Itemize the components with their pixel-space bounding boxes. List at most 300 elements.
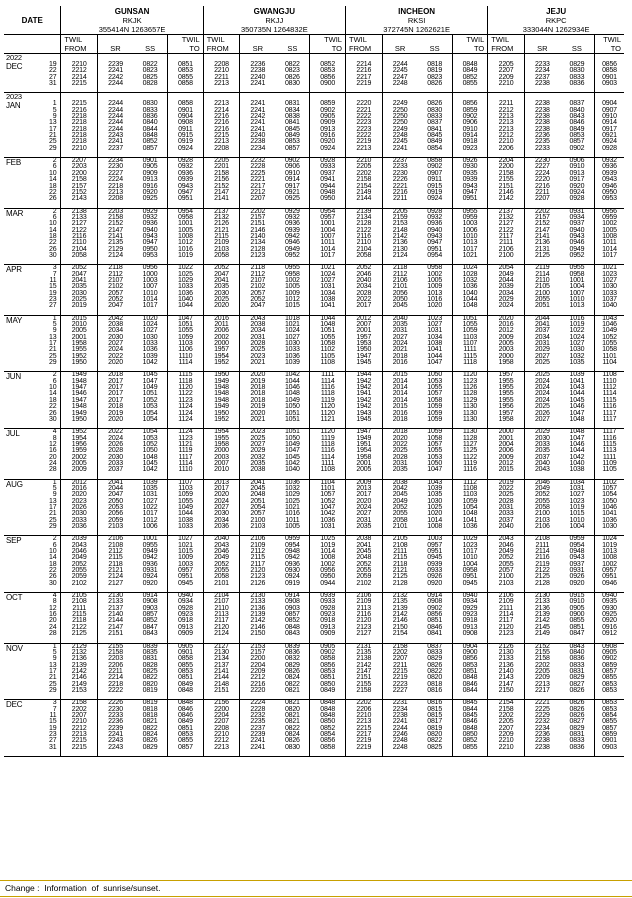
col-from-header: FROM (61, 44, 98, 54)
sunset-values: 1043 1039 1035 1030 1025 1020 1014 1008 (418, 479, 453, 536)
twil-to-values: 1025 1019 1014 1008 1002 0956 0950 0944 (310, 536, 346, 593)
sunrise-values: 2205 2159 2153 2148 2142 2136 2130 2124 (382, 208, 418, 265)
day-numbers: 3 7 11 15 19 23 27 31 (49, 699, 57, 751)
sunrise-values: 2239 2241 2242 2244 (97, 54, 133, 93)
twil-to-values: 1102 1057 1054 1050 1046 1041 1036 1030 (594, 479, 624, 536)
sunrise-values: 2202 2157 2151 2146 2140 2134 2128 2123 (240, 208, 276, 265)
sunrise-values: 2244 2245 2247 2248 (382, 54, 418, 93)
col-to-header: TO (452, 44, 488, 54)
month-label-cell (4, 536, 61, 593)
twil-from-values: 2012 2016 2020 2023 2026 2030 2033 2036 (61, 479, 98, 536)
month-block (4, 429, 624, 479)
twil-to-values: 0852 0853 0856 0900 (310, 54, 346, 93)
sunset-values: 0839 0835 0831 0828 0825 0822 0820 0819 (133, 643, 168, 700)
twil-from-values: 1952 1954 1956 1959 2002 2005 2009 (61, 429, 98, 479)
sunset-values: 0831 0834 0838 0841 0845 0849 0853 0857 (275, 93, 310, 158)
sunset-values: 1039 1035 1031 1027 1022 1017 1012 1006 (133, 479, 168, 536)
header-row-icao (4, 16, 624, 25)
twil-to-values: 1043 1046 1049 1052 1055 1058 1101 1104 (594, 315, 624, 372)
sunrise-values: 2233 2234 2237 2238 (524, 54, 560, 93)
twil-to-values: 0845 0844 0845 0846 0848 0850 0852 0855 (452, 700, 488, 757)
col-ss-header: SS (275, 44, 310, 54)
col-from-header: FROM (203, 44, 240, 54)
twil-spacer (240, 35, 310, 45)
sunset-values: 1034 1031 1027 1023 1019 1015 1010 1004 (560, 479, 595, 536)
twil-from-values: 2205 2201 2158 2156 2152 2147 2141 (203, 158, 240, 208)
sunrise-values: 2119 2114 2110 2105 2100 2055 2051 (524, 265, 560, 315)
airport-icao-2: RKSI (345, 16, 487, 25)
day-numbers: 1 5 9 13 17 21 25 29 (49, 478, 57, 530)
sunset-values: 0929 0932 0936 0939 0942 0946 0949 0952 (275, 208, 310, 265)
twil-to-values: 0908 0905 0902 0859 0857 0855 0853 0853 (594, 643, 624, 700)
month-label: MAR (6, 208, 24, 218)
sunrise-values: 2018 2017 2017 2017 2017 2018 2019 2020 (97, 372, 133, 429)
sunset-values: 0837 0833 0829 0826 0822 0820 0818 0816 (418, 643, 453, 700)
sunset-values: 0843 0840 0836 0833 0831 0829 0827 0826 (560, 643, 595, 700)
twil-from-values: 2052 2046 2040 2034 2028 2022 2017 (345, 265, 382, 315)
sunset-values: 1054 1053 1052 1050 1048 1045 1042 (133, 429, 168, 479)
twil-to-values: 0955 0959 1003 1006 1010 1013 1017 1021 (452, 208, 488, 265)
twil-from-values: 2015 2010 2005 2001 1958 1955 1952 1950 (61, 315, 98, 372)
year-label: 2023 (6, 92, 22, 102)
month-block (4, 643, 624, 700)
day-numbers: 1 5 9 13 17 21 25 29 (49, 314, 57, 367)
sunset-values: 0837 0840 0843 0846 0849 0853 0857 0902 (560, 93, 595, 158)
month-label-cell (4, 429, 61, 479)
col-sr-header: SR (97, 44, 133, 54)
sunrise-values: 2152 2155 2158 2202 2205 2209 2213 2217 (524, 643, 560, 700)
twil-from-values: 2138 2133 2127 2122 2116 2110 2104 2058 (61, 208, 98, 265)
month-label: OCT (6, 593, 23, 603)
sunrise-values: 2249 2250 2250 2250 2249 2248 2245 2241 (382, 93, 418, 158)
twil-to-values: 0904 0907 0910 0914 0917 0921 0924 0928 (594, 93, 624, 158)
sunset-values: 0816 0815 0815 0817 0819 0820 0822 0825 (418, 700, 453, 757)
twil-to-values: 1111 1114 1116 1118 1119 1120 1120 1121 (310, 372, 346, 429)
day-numbers: 4 8 12 16 20 24 28 (49, 592, 57, 638)
twil-to-values: 0939 0933 0928 0923 0918 0913 0909 (310, 593, 346, 643)
twil-from-values: 2202 2206 2210 2213 2215 2217 2219 2219 (345, 700, 382, 757)
twil-to-values: 0853 0853 0854 0855 0857 0859 0901 0903 (594, 700, 624, 757)
sunset-values: 0929 0932 0936 0940 0943 0947 0950 0953 (133, 208, 168, 265)
month-label-cell (4, 372, 61, 429)
day-numbers: 1 5 9 13 17 21 25 29 (49, 100, 57, 152)
twil-to-values: 0905 0901 0858 0855 0853 0851 0849 0848 (168, 643, 204, 700)
sunrise-values: 2046 2049 2052 2055 2058 2100 2103 2106 (524, 479, 560, 536)
month-block (4, 315, 624, 372)
sunrise-values: 2020 2019 2018 2018 2018 2019 2020 2021 (240, 372, 276, 429)
twil-from-values: 2129 2132 2136 2139 2142 2146 2149 2153 (61, 643, 98, 700)
sunrise-values: 2038 2042 2045 2049 2052 2055 2058 2101 (382, 479, 418, 536)
sunset-values: 0839 0836 0832 0829 0826 0824 0822 0821 (275, 643, 310, 700)
sunset-values: 0959 0954 0948 0943 0937 0931 0926 0920 (560, 536, 595, 593)
twil-from-values: 2127 2130 2134 2137 2141 2144 2148 2151 (203, 643, 240, 700)
month-label-cell (4, 208, 61, 265)
day-numbers: 2 6 10 14 18 22 26 30 (49, 207, 57, 259)
airport-icao-3: RKPC (488, 16, 624, 25)
sunset-values: 0931 0934 0937 0940 0943 0946 0949 0952 (560, 208, 595, 265)
sunrise-values: 2202 2157 2152 2147 2141 2136 2131 2125 (524, 208, 560, 265)
twil-from-values: 2009 2013 2017 2020 2024 2027 2031 2035 (345, 479, 382, 536)
sunrise-values: 2130 2133 2137 2140 2144 2147 2151 (97, 593, 133, 643)
col-to-header: TO (310, 44, 346, 54)
twil-from-values: 2154 2158 2202 2205 2207 2209 2210 2210 (488, 700, 525, 757)
twil-from-values: 2210 2205 2202 2158 2154 2149 2144 (345, 158, 382, 208)
twil-from-values: 2215 2216 2218 2218 2218 2218 2218 2210 (61, 93, 98, 158)
airport-coords-0: 355414N 1263657E (61, 25, 203, 35)
sunrise-values: 2130 2133 2136 2139 2142 2146 2150 (240, 593, 276, 643)
twil-from-values: 2043 2046 2049 2052 2055 2057 2100 2103 (488, 536, 525, 593)
twil-spacer (382, 35, 452, 45)
twil-to-values: 0940 0934 0928 0923 0918 0913 0909 (168, 593, 204, 643)
sunrise-values: 2118 2112 2107 2102 2057 2052 2047 (240, 265, 276, 315)
sunset-values: 0821 0820 0821 0821 0822 0824 0826 0830 (275, 700, 310, 757)
footer-rule-bottom (0, 896, 632, 897)
header-row-coords (4, 25, 624, 35)
sunrise-values: 2029 2030 2033 2035 2037 2040 2043 (524, 429, 560, 479)
twil-to-values: 1024 1019 1013 1008 1002 0957 0951 0946 (594, 536, 624, 593)
twilight-table-sheet (4, 6, 624, 870)
twil-from-values: 2210 2212 2214 2215 (61, 54, 98, 93)
twil-to-label: TWIL (310, 35, 346, 45)
sunset-values: 1036 1032 1029 1025 1021 1016 1011 1005 (275, 479, 310, 536)
month-label: NOV (6, 643, 23, 653)
twil-to-values: 0848 0849 0852 0855 (452, 54, 488, 93)
sunset-values: 0928 0932 0936 0940 0943 0947 0951 0954 (418, 208, 453, 265)
twil-from-values: 2158 2202 2207 2210 2212 2213 2215 2215 (61, 700, 98, 757)
month-label-cell (4, 93, 61, 158)
col-from-header: FROM (345, 44, 382, 54)
month-label: DEC (6, 62, 23, 71)
twil-from-values: 2220 2221 2222 2223 2223 2222 2219 2213 (345, 93, 382, 158)
sunrise-values: 2158 2202 2207 2211 2215 2219 2223 2227 (382, 643, 418, 700)
twil-to-values: 1022 1025 1029 1033 1036 1040 1044 (168, 265, 204, 315)
sunrise-values: 2236 2238 2240 2241 (240, 54, 276, 93)
sunrise-values: 2203 2158 2152 2147 2141 2135 2129 2124 (97, 208, 133, 265)
sunrise-values: 2041 2045 2048 2051 2054 2057 2100 2103 (240, 479, 276, 536)
twil-from-values: 2137 2132 2127 2122 2117 2111 2106 2100 (488, 208, 525, 265)
twil-from-values: 1947 1949 1951 1954 1958 2001 2005 (345, 429, 382, 479)
twil-from-values: 2213 2214 2216 2216 2216 2215 2213 2208 (203, 93, 240, 158)
twil-from-values: 2052 2047 2041 2035 2030 2025 2019 (61, 265, 98, 315)
sunset-values: 1023 1027 1031 1034 1038 1041 1044 1047 (418, 315, 453, 372)
twil-to-values: 1021 1024 1027 1031 1034 1038 1041 (310, 265, 346, 315)
header-row-columns (4, 44, 624, 54)
twil-spacer (97, 35, 167, 45)
twil-to-label: TWIL (594, 35, 624, 45)
twilight-table (4, 6, 624, 757)
airport-name-2: INCHEON (345, 6, 487, 16)
sunrise-values: 2106 2109 2112 2115 2117 2120 2123 2126 (240, 536, 276, 593)
col-to-header: TO (168, 44, 204, 54)
sunrise-values: 2153 2157 2200 2204 2209 2212 2216 2220 (240, 643, 276, 700)
sunrise-values: 2022 2024 2026 2028 2030 2033 2037 (97, 429, 133, 479)
sunset-values: 0829 0830 0833 0836 (560, 54, 595, 93)
sunset-values: 0822 0823 0825 0828 (133, 54, 168, 93)
sunrise-values: 2041 2044 2047 2050 2053 2056 2059 2103 (97, 479, 133, 536)
sunrise-values: 2232 2228 2225 2221 2217 2212 2207 (240, 158, 276, 208)
month-block (4, 158, 624, 208)
twil-to-values: 1021 1023 1027 1030 1033 1037 1040 (594, 265, 624, 315)
month-label-cell (4, 158, 61, 208)
header-row-names (4, 6, 624, 16)
sunset-values: 0822 0823 0826 0830 (275, 54, 310, 93)
twil-from-values: 1957 1955 1955 1955 1955 1956 1957 1958 (488, 372, 525, 429)
sunset-values: 1042 1044 1046 1048 1049 1050 1051 1051 (275, 372, 310, 429)
col-ss-header: SS (560, 44, 595, 54)
month-label: JUN (6, 372, 21, 382)
month-block (4, 536, 624, 593)
sunset-values: 0818 0819 0823 0826 (418, 54, 453, 93)
sunset-values: 0858 0902 0907 0911 0915 0919 0924 (418, 158, 453, 208)
sunrise-values: 2244 2244 2244 2244 2244 2243 2241 2237 (97, 93, 133, 158)
month-label: APR (6, 265, 22, 275)
twil-to-values: 1047 1051 1055 1059 1103 1106 1110 1114 (168, 315, 204, 372)
header-row-twil (4, 35, 624, 45)
sunset-values: 0956 1000 1003 1007 1010 1014 1017 (133, 265, 168, 315)
sunrise-values: 2132 2135 2139 2142 2146 2150 2154 (382, 593, 418, 643)
twil-to-values: 0954 0958 1001 1005 1008 1012 1016 1019 (168, 208, 204, 265)
twil-from-label: TWIL (488, 35, 525, 45)
footer-note: Change : Information of sunrise/sunset. (5, 883, 161, 893)
sunset-values: 0915 0910 0905 0900 0855 0851 0847 (560, 593, 595, 643)
twil-to-values: 1115 1118 1120 1122 1123 1124 1124 1124 (168, 372, 204, 429)
twil-from-values: 2205 2207 2209 2210 (488, 54, 525, 93)
day-numbers: 3 7 11 15 19 23 27 (49, 264, 57, 310)
twil-to-values: 0905 0902 0858 0856 0853 0851 0850 0849 (310, 643, 346, 700)
sunset-values: 0819 0818 0818 0821 0822 0824 0826 0829 (133, 700, 168, 757)
twil-from-label: TWIL (345, 35, 382, 45)
sunset-values: 1001 0955 0949 0942 0936 0931 0924 0920 (133, 536, 168, 593)
sunset-values: 0914 0908 0902 0856 0851 0846 0841 (418, 593, 453, 643)
airport-icao-1: RKJJ (203, 16, 345, 25)
twil-to-values: 0848 0848 0848 0850 0852 0854 0856 0858 (310, 700, 346, 757)
month-label-cell (4, 479, 61, 536)
twil-from-values: 1944 1942 1942 1941 1942 1942 1943 1945 (345, 372, 382, 429)
sunrise-values: 2044 2041 2037 2034 2031 2029 2027 2025 (524, 315, 560, 372)
airport-coords-3: 333044N 1262934E (488, 25, 624, 35)
day-numbers: 2 6 10 14 18 22 26 30 (49, 535, 57, 587)
twil-to-values: 1120 1119 1118 1116 1114 1111 1108 (310, 429, 346, 479)
month-block (4, 479, 624, 536)
col-ss-header: SS (418, 44, 453, 54)
sunrise-values: 2130 2133 2136 2139 2142 2145 2149 (524, 593, 560, 643)
twil-to-values: 1044 1048 1051 1055 1058 1102 1105 1108 (310, 315, 346, 372)
twil-from-values: 2137 2132 2126 2121 2115 2109 2103 2058 (203, 208, 240, 265)
month-label-cell (4, 315, 61, 372)
sunrise-values: 2108 2111 2114 2116 2119 2122 2125 2128 (524, 536, 560, 593)
month-label-cell (4, 593, 61, 643)
twil-to-values: 1051 1055 1059 1103 1107 1111 1115 1118 (452, 315, 488, 372)
sunrise-values: 2015 2014 2014 2014 2014 2015 2016 2018 (382, 372, 418, 429)
twil-to-values: 0954 0957 1001 1004 1007 1011 1014 1017 (310, 208, 346, 265)
twil-from-values: 2105 2108 2111 2115 2118 2122 2125 (61, 593, 98, 643)
airport-name-3: JEJU (488, 6, 624, 16)
sunrise-values: 2231 2234 2238 2241 2244 2246 2248 2248 (382, 700, 418, 757)
twil-from-values: 2139 2134 2128 2122 2116 2110 2104 2058 (345, 208, 382, 265)
month-label-cell (4, 265, 61, 315)
twil-from-label: TWIL (61, 35, 98, 45)
twil-to-values: 1124 1123 1121 1119 1117 1114 1110 (168, 429, 204, 479)
month-label: DEC (6, 700, 23, 710)
sunrise-values: 2238 2238 2238 2238 2238 2236 2235 2233 (524, 93, 560, 158)
twil-to-values: 0856 0858 0901 0903 (594, 54, 624, 93)
twil-to-values: 0932 0936 0939 0943 0946 0950 0953 (594, 158, 624, 208)
sunset-values: 0958 1002 1005 1009 1013 1016 1020 (418, 265, 453, 315)
month-label: SEP (6, 536, 22, 546)
month-block (4, 265, 624, 315)
sunset-values: 1039 1041 1043 1044 1045 1046 1047 1048 (560, 372, 595, 429)
sunset-values: 1018 1021 1024 1027 1030 1033 1036 1039 (275, 315, 310, 372)
twil-from-values: 1949 1948 1947 1946 1947 1948 1949 1950 (61, 372, 98, 429)
airport-icao-0: RKJK (61, 16, 203, 25)
twil-from-values: 2106 2109 2111 2114 2117 2120 2123 (488, 593, 525, 643)
twil-from-values: 2019 2022 2025 2028 2031 2033 2037 2040 (488, 479, 525, 536)
date-header: DATE (4, 6, 61, 35)
twil-spacer (524, 35, 594, 45)
twil-from-values: 2020 2016 2012 2009 2005 2003 2000 1958 (488, 315, 525, 372)
sunrise-values: 2023 2025 2027 2029 2032 2035 2038 (240, 429, 276, 479)
sunset-values: 0955 0958 1001 1004 1007 1010 1013 (560, 265, 595, 315)
sunrise-values: 2230 2227 2224 2220 2216 2211 2207 (524, 158, 560, 208)
twil-to-values: 0858 0901 0904 0908 0911 0915 0919 0924 (168, 93, 204, 158)
twil-to-values: 0848 0846 0846 0849 0851 0853 0855 0857 (168, 700, 204, 757)
footer-rule (0, 880, 632, 881)
month-label-cell (4, 54, 61, 93)
sunset-values: 0906 0910 0913 0917 0920 0924 0928 (560, 158, 595, 208)
sunrise-values: 2042 2038 2034 2030 2027 2024 2022 2020 (97, 315, 133, 372)
sunrise-values: 2155 2158 2203 2206 2211 2214 2218 2222 (97, 643, 133, 700)
sunset-values: 1045 1047 1049 1051 1052 1053 1054 1054 (133, 372, 168, 429)
twil-to-values: 1130 1128 1127 1125 1122 1119 1116 (452, 429, 488, 479)
sunrise-values: 2224 2228 2232 2235 2237 2239 2241 2241 (240, 700, 276, 757)
col-to-header: TO (594, 44, 624, 54)
sunrise-values: 2118 2112 2106 2101 2056 2050 2045 (382, 265, 418, 315)
month-block (4, 93, 624, 158)
day-numbers: 19 22 27 31 (49, 61, 57, 88)
sunrise-values: 2025 2024 2024 2024 2024 2025 2026 2027 (524, 372, 560, 429)
twil-to-values: 1024 1028 1032 1036 1040 1044 1048 (452, 265, 488, 315)
sunset-values: 1051 1050 1049 1047 1045 1042 1040 (275, 429, 310, 479)
twil-to-values: 0904 0900 0856 0853 0851 0848 0846 0844 (452, 643, 488, 700)
twil-from-values: 2040 2043 2046 2049 2052 2055 2058 2101 (203, 536, 240, 593)
sunrise-values: 2226 2230 2233 2236 2239 2241 2243 2243 (97, 700, 133, 757)
sunset-values: 0955 0958 1002 1005 1009 1012 1015 (275, 265, 310, 315)
sunset-values: 1003 0957 0951 0945 0939 0933 0926 0920 (418, 536, 453, 593)
sunrise-values: 2105 2108 2111 2115 2118 2121 2125 2128 (382, 536, 418, 593)
twil-to-values: 0859 0902 0905 0909 0913 0916 0920 0924 (310, 93, 346, 158)
month-label: JAN (6, 101, 21, 111)
day-numbers: 2 6 10 14 18 22 26 (49, 157, 57, 203)
sunset-values: 0902 0906 0910 0914 0917 0921 0925 (275, 158, 310, 208)
sunset-values: 0959 0954 0948 0942 0936 0930 0924 0919 (275, 536, 310, 593)
year-label: 2022 (6, 53, 22, 62)
sunset-values: 1016 1019 1022 1024 1027 1030 1032 1035 (560, 315, 595, 372)
twil-from-values: 2038 2041 2045 2048 2052 2055 2059 2102 (345, 536, 382, 593)
sunset-values: 0914 0908 0903 0857 0852 0847 0843 (133, 593, 168, 643)
twil-to-values: 0940 0935 0930 0925 0920 0916 0912 (594, 593, 624, 643)
day-numbers: 2 6 10 14 18 22 26 30 (49, 371, 57, 423)
airport-name-0: GUNSAN (61, 6, 203, 16)
twil-to-values: 0928 0933 0937 0941 0944 0948 0950 (310, 158, 346, 208)
twil-to-values: 1027 1021 1015 1009 1003 0957 0951 0945 (168, 536, 204, 593)
month-label-cell (4, 700, 61, 757)
twil-from-values: 2000 2001 2004 2006 2009 2012 2015 (488, 429, 525, 479)
airport-coords-1: 350735N 1264832E (203, 25, 345, 35)
month-label: FEB (6, 158, 21, 168)
month-label-cell (4, 643, 61, 700)
twil-from-values: 2207 2203 2200 2158 2157 2152 2143 (61, 158, 98, 208)
day-numbers: 4 8 12 16 20 24 28 (49, 428, 57, 474)
twil-from-values: 1950 1949 1948 1948 1948 1949 1950 1952 (203, 372, 240, 429)
col-sr-header: SR (240, 44, 276, 54)
month-block (4, 372, 624, 429)
sunrise-values: 2106 2108 2112 2115 2118 2121 2124 2127 (97, 536, 133, 593)
sunset-values: 0826 0826 0826 0827 0829 0831 0833 0836 (560, 700, 595, 757)
twil-from-values: 2039 2043 2046 2049 2052 2055 2059 2102 (61, 536, 98, 593)
twil-to-values: 1029 1023 1017 1010 1004 0958 0951 0945 (452, 536, 488, 593)
col-ss-header: SS (133, 44, 168, 54)
twil-to-label: TWIL (168, 35, 204, 45)
twil-to-values: 1108 1110 1112 1114 1115 1116 1117 1117 (594, 372, 624, 429)
sunrise-values: 2234 2230 2227 2224 2218 2213 2208 (97, 158, 133, 208)
twil-from-values: 2126 2130 2133 2136 2140 2143 2147 2150 (488, 643, 525, 700)
twil-from-label: TWIL (203, 35, 240, 45)
sunset-values: 1059 1058 1057 1055 1053 1050 1047 (418, 429, 453, 479)
day-numbers: 1 5 9 13 17 21 25 29 (49, 642, 57, 694)
sunset-values: 0826 0830 0833 0837 0841 0845 0849 0854 (418, 93, 453, 158)
twil-to-values: 0926 0930 0935 0939 0943 0947 0951 (452, 158, 488, 208)
sunset-values: 1020 1024 1027 1030 1033 1036 1039 1042 (133, 315, 168, 372)
twil-to-values: 1117 1116 1115 1113 1111 1109 1105 (594, 429, 624, 479)
date-header-spacer (4, 35, 61, 54)
month-block (4, 208, 624, 265)
sunset-values: 0901 0905 0909 0913 0916 0920 0925 (133, 158, 168, 208)
sunset-values: 0830 0833 0836 0840 0844 0848 0852 0857 (133, 93, 168, 158)
month-block (4, 700, 624, 757)
sunrise-values: 2043 2038 2034 2031 2028 2025 2023 2021 (240, 315, 276, 372)
twil-from-values: 2052 2047 2041 2035 2030 2025 2020 (203, 265, 240, 315)
sunrise-values: 2241 2241 2242 2241 2241 2240 2238 2234 (240, 93, 276, 158)
twil-from-values: 2211 2212 2213 2213 2213 2212 2210 2206 (488, 93, 525, 158)
twil-from-values: 2013 2017 2020 2024 2027 2030 2034 2036 (203, 479, 240, 536)
sunset-values: 1050 1053 1055 1057 1058 1059 1059 1059 (418, 372, 453, 429)
sunrise-values: 2237 2233 2230 2226 2221 2216 2211 (382, 158, 418, 208)
month-label: MAY (6, 315, 23, 325)
month-label: AUG (6, 479, 23, 489)
twil-to-label: TWIL (452, 35, 488, 45)
sunrise-values: 2221 2225 2229 2232 2234 2236 2238 2238 (524, 700, 560, 757)
month-block (4, 54, 624, 93)
airport-coords-2: 372745N 1262621E (345, 25, 487, 35)
sunset-values: 0914 0908 0903 0857 0852 0848 0843 (275, 593, 310, 643)
twil-to-values: 0928 0932 0936 0939 0943 0947 0951 (168, 158, 204, 208)
twil-from-values: 2204 2200 2158 2155 2151 2146 2142 (488, 158, 525, 208)
twil-to-values: 1104 1101 1057 1052 1047 1042 1036 1031 (310, 479, 346, 536)
twil-from-values: 2054 2049 2044 2039 2034 2029 2024 (488, 265, 525, 315)
airport-name-1: GWANGJU (203, 6, 345, 16)
col-from-header: FROM (488, 44, 525, 54)
col-sr-header: SR (524, 44, 560, 54)
sunrise-values: 2118 2112 2107 2102 2057 2052 2047 (97, 265, 133, 315)
twil-from-values: 2208 2210 2211 2213 (203, 54, 240, 93)
twil-from-values: 1954 1955 1958 2000 2003 2007 2010 (203, 429, 240, 479)
twil-from-values: 2104 2107 2110 2113 2117 2120 2124 (203, 593, 240, 643)
twil-to-values: 0956 0959 1002 1005 1008 1011 1014 1017 (594, 208, 624, 265)
twil-from-values: 2214 2216 2217 2219 (345, 54, 382, 93)
twil-from-values: 2106 2109 2113 2116 2120 2123 2127 (345, 593, 382, 643)
twil-to-values: 0851 0853 0855 0858 (168, 54, 204, 93)
twil-from-values: 2016 2011 2006 2002 2000 1957 1954 1952 (203, 315, 240, 372)
